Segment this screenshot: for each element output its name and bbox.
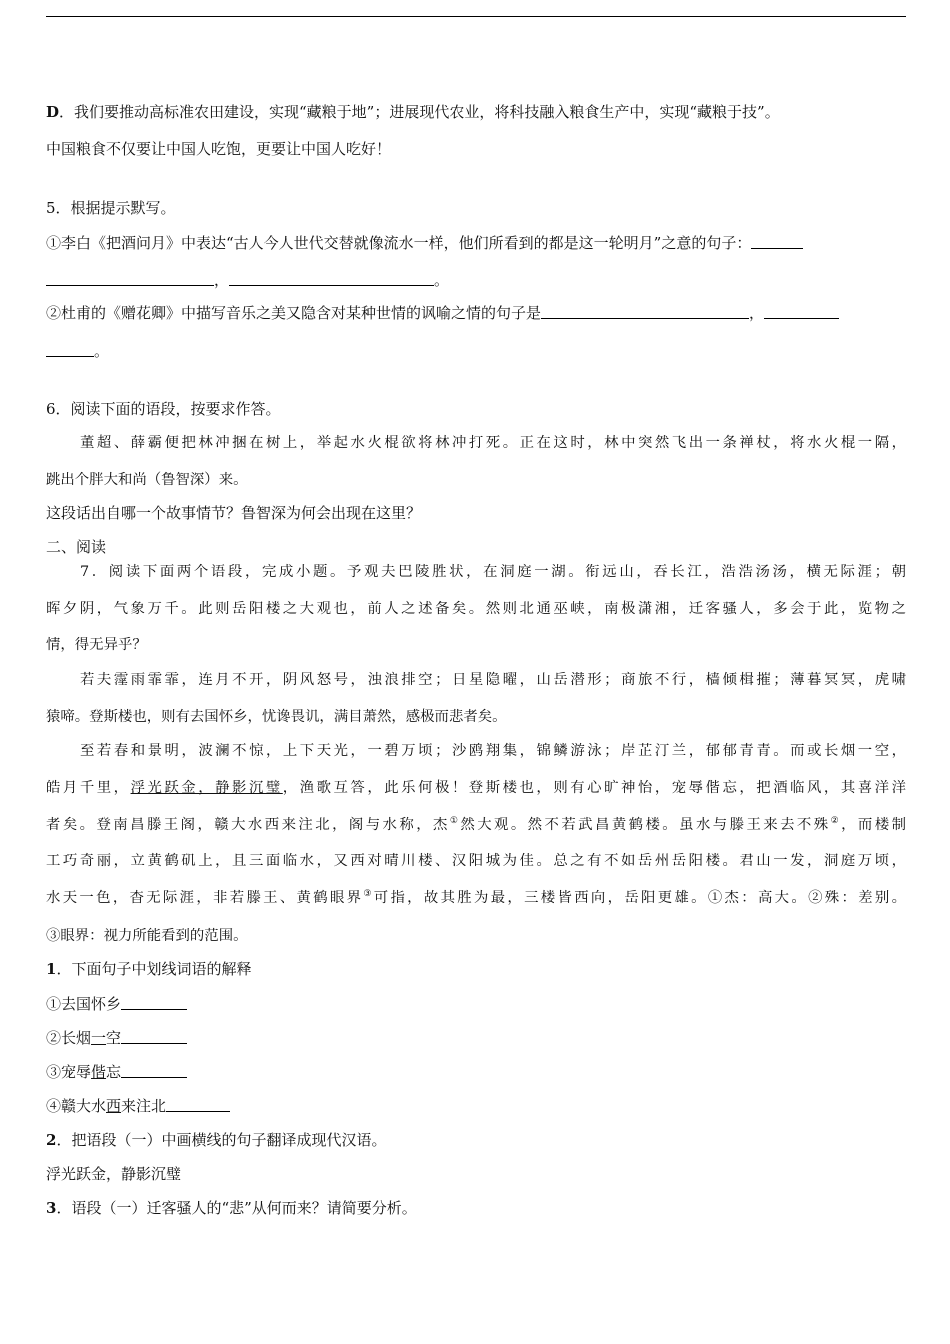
answer-blank[interactable] [541,304,749,319]
footnote-marker: ③ [363,889,374,899]
answer-blank[interactable] [46,342,94,357]
answer-blank[interactable] [166,1097,230,1112]
q7-line-11: ③眼界：视力所能看到的范围。 [46,928,248,944]
sub-q2-title: 2．把语段（一）中画横线的句子翻译成现代汉语。 [46,1131,387,1149]
q7-line-9: 工巧奇丽，立黄鹤矶上，且三面临水，又西对晴川楼、汉阳城为佳。总之有不如岳州岳阳楼。君山一发，洞庭万顷， [46,853,906,869]
sub-q2-sentence: 浮光跃金，静影沉璧 [46,1165,182,1183]
q7-line-6: 至若春和景明，波澜不惊，上下天光，一碧万顷；沙鸥翔集，锦鳞游泳；岸芷汀兰，郁郁青青。而或长烟一空， [80,743,906,759]
q5-item-2: ②杜甫的《赠花卿》中描写音乐之美又隐含对某种世情的讽喻之情的句子是 ， [46,303,906,323]
footnote-marker: ① [449,816,461,826]
q7-line-4: 若夫霪雨霏霏，连月不开，阴风怒号，浊浪排空；日星隐曜，山岳潜形；商旅不行，樯倾楫摧；薄暮冥冥，虎啸 [80,672,906,688]
section-title: 二、阅读 [46,538,107,556]
answer-blank[interactable] [121,1063,187,1078]
option-d-line-1: D．我们要推动高标准农田建设，实现“藏粮于地”；进展现代农业，将科技融入粮食生产中，实现“藏粮于技”。 [46,103,780,121]
q5-item-1: ①李白《把酒问月》中表达“古人今人世代交替就像流水一样，他们所看到的都是这一轮明月”之意的句子： [46,233,906,253]
sub-q3-title: 3．语段（一）迁客骚人的“悲”从何而来？请简要分析。 [46,1199,417,1217]
q7-line-2: 晖夕阴，气象万千。此则岳阳楼之大观也，前人之述备矣。然则北通巫峡，南极潇湘，迁客骚人，多会于此，览物之 [46,601,906,617]
sub-q1-title: 1．下面句子中划线词语的解释 [46,960,252,978]
sub-q1-item-1: ①去国怀乡 [46,994,906,1014]
q6-title: 6．阅读下面的语段，按要求作答。 [46,400,281,418]
answer-blank[interactable] [46,271,214,286]
sub-q1-item-2: ②长烟一空 [46,1028,906,1048]
q7-line-1: 7．阅读下面两个语段，完成小题。予观夫巴陵胜状，在洞庭一湖。衔远山，吞长江，浩浩汤汤，横无际涯；朝 [80,564,906,580]
answer-blank[interactable] [121,995,187,1010]
q5-item-2-cont: 。 [46,341,906,361]
q5-item-1-cont: ， 。 [46,270,906,290]
sub-q1-item-4: ④赣大水西来注北 [46,1096,906,1116]
answer-blank[interactable] [764,304,839,319]
answer-blank[interactable] [751,234,803,249]
q7-line-3: 情，得无异乎？ [46,637,147,653]
q7-line-8: 者矣。登南昌滕王阁，赣大水西来注北，阁与水称，杰①然大观。然不若武昌黄鹤楼。虽水与滕王来去不殊②，而楼制 [46,816,906,833]
q6-passage-line-1: 董超、薛霸便把林冲捆在树上，举起水火棍欲将林冲打死。正在这时，林中突然飞出一条禅杖，将水火棍一隔， [80,435,906,451]
sub-q1-item-3: ③宠辱偕忘 [46,1062,906,1082]
underlined-sentence: 浮光跃金，静影沉璧 [130,780,283,796]
q6-passage-line-2: 跳出个胖大和尚（鲁智深）来。 [46,472,248,488]
answer-blank[interactable] [121,1029,187,1044]
header-rule [46,16,906,17]
q6-question: 这段话出自哪一个故事情节？鲁智深为何会出现在这里？ [46,504,422,522]
q7-line-5: 猿啼。登斯楼也，则有去国怀乡，忧谗畏讥，满目萧然，感极而悲者矣。 [46,709,507,725]
q7-line-7: 皓月千里，浮光跃金，静影沉璧，渔歌互答，此乐何极！登斯楼也，则有心旷神怡，宠辱偕忘，把酒临风，其喜洋洋 [46,780,906,796]
option-d-label: D [46,103,60,121]
q7-line-10: 水天一色，杳无际涯，非若滕王、黄鹤眼界③可指，故其胜为最，三楼皆西向，岳阳更雄。①杰：高大。②殊：差别。 [46,889,906,906]
option-d-line-2: 中国粮食不仅要让中国人吃饱，更要让中国人吃好！ [46,140,392,158]
footnote-marker: ② [830,816,842,826]
q5-title: 5．根据提示默写。 [46,199,176,217]
answer-blank[interactable] [229,271,434,286]
